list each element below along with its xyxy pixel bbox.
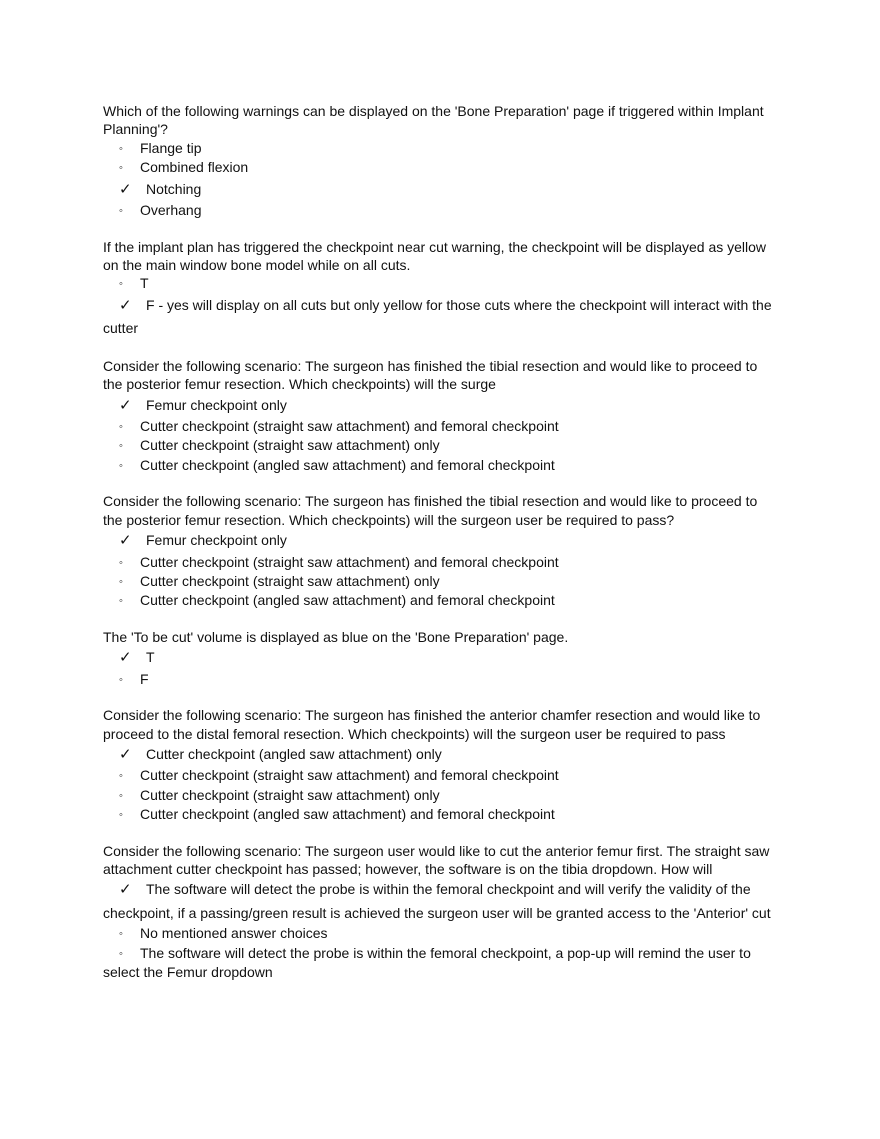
question-block (103, 102, 778, 221)
question-text: Consider the following scenario: The surgeon has finished the anterior chamfer resection and would like to proceed to the distal femoral resection. Which checkpoints) will the surgeon user be required to pass (103, 707, 761, 742)
answer-option (103, 572, 778, 591)
answer-option (103, 417, 778, 436)
question-text: Consider the following scenario: The surgeon has finished the tibial resection and would like to proceed to the posterior femur resection. Which checkpoints) will the surge (103, 357, 758, 393)
answer-option-correct (103, 878, 778, 924)
answer-text: Cutter checkpoint (angled saw attachment) only (146, 745, 442, 762)
question-block (103, 238, 778, 340)
answer-text: Femur checkpoint only (146, 532, 287, 549)
answer-text: F (140, 670, 149, 687)
answer-option-correct (103, 294, 778, 340)
bullet-icon: ◦ (119, 770, 123, 783)
answer-text: Cutter checkpoint (straight saw attachment) only (140, 573, 440, 589)
question-block (103, 357, 778, 476)
answer-text: Flange tip (140, 139, 202, 156)
answer-option (103, 139, 778, 158)
bullet-icon: ◦ (119, 789, 123, 802)
bullet-icon: ◦ (119, 595, 123, 608)
question-text: Consider the following scenario: The surgeon has finished the tibial resection and would like to proceed to the posterior femur resection. Which checkpoints) will the surgeon user be required to pass? (103, 493, 758, 528)
answer-text: Cutter checkpoint (angled saw attachment) and femoral checkpoint (140, 592, 555, 609)
check-icon: ✓ (119, 881, 132, 899)
answer-option (103, 553, 778, 572)
bullet-icon: ◦ (119, 205, 123, 218)
question-text: If the implant plan has triggered the checkpoint near cut warning, the checkpoint will be displayed as yellow on the main window bone model while on all cuts. (103, 238, 767, 273)
answer-option (103, 274, 778, 293)
question-block (103, 492, 778, 611)
bullet-icon: ◦ (119, 809, 123, 822)
answer-option (103, 456, 778, 475)
answer-text: Cutter checkpoint (straight saw attachment) and femoral checkpoint (140, 767, 559, 784)
bullet-icon: ◦ (119, 459, 123, 472)
answer-text: Cutter checkpoint (angled saw attachment) and femoral checkpoint (140, 456, 555, 473)
answer-option (103, 766, 778, 785)
check-icon: ✓ (119, 745, 132, 763)
answer-option (103, 591, 778, 610)
bullet-icon: ◦ (119, 556, 123, 569)
question-block (103, 628, 778, 689)
bullet-icon: ◦ (119, 928, 123, 941)
answer-option (103, 786, 778, 805)
bullet-icon: ◦ (119, 421, 123, 434)
answer-text: Cutter checkpoint (angled saw attachment) and femoral checkpoint (140, 806, 555, 823)
check-icon: ✓ (119, 180, 132, 198)
answer-option (103, 201, 778, 220)
answer-option (103, 944, 778, 982)
answer-text: Femur checkpoint only (146, 396, 287, 413)
answer-option-correct (103, 743, 778, 767)
answer-option-correct (103, 529, 778, 553)
check-icon: ✓ (119, 296, 132, 314)
answer-text: The software will detect the probe is within the femoral checkpoint, a pop-up will remind the user to select the Femur dropdown (103, 944, 751, 981)
question-text: Which of the following warnings can be displayed on the 'Bone Preparation' page if triggered within Implant Planning'? (103, 103, 764, 138)
answer-option-correct (103, 646, 778, 670)
bullet-icon: ◦ (119, 162, 123, 175)
answer-text: No mentioned answer choices (140, 925, 328, 942)
answer-option (103, 436, 778, 455)
answer-option (103, 805, 778, 824)
question-text: Consider the following scenario: The surgeon user would like to cut the anterior femur first. The straight saw attachment cutter checkpoint has passed; however, the software is on the tibia dropdown. How will (103, 842, 770, 878)
answer-text: The software will detect the probe is within the femoral checkpoint and will verify the validity of the checkpoint, if a passing/green result is achieved the surgeon user will be granted access to the 'Anterior' cut (103, 881, 771, 921)
answer-option (103, 924, 778, 943)
answer-option-correct (103, 178, 778, 202)
answer-text: Overhang (140, 202, 202, 219)
answer-text: Notching (146, 180, 202, 197)
answer-option (103, 158, 778, 177)
bullet-icon: ◦ (119, 673, 123, 686)
answer-text: F - yes will display on all cuts but only yellow for those cuts where the checkpoint will interact with the cutter (103, 296, 772, 337)
check-icon: ✓ (119, 532, 132, 550)
answer-option-correct (103, 394, 778, 418)
answer-text: Cutter checkpoint (straight saw attachment) only (140, 437, 440, 454)
answer-text: T (146, 649, 155, 666)
check-icon: ✓ (119, 649, 132, 667)
answer-text: Combined flexion (140, 159, 249, 176)
question-block (103, 706, 778, 825)
bullet-icon: ◦ (119, 947, 123, 960)
question-block (103, 842, 778, 982)
quiz-document (103, 102, 778, 999)
bullet-icon: ◦ (119, 440, 123, 453)
answer-text: Cutter checkpoint (straight saw attachment) and femoral checkpoint (140, 553, 559, 570)
check-icon: ✓ (119, 396, 132, 414)
bullet-icon: ◦ (119, 278, 123, 291)
answer-text: Cutter checkpoint (straight saw attachment) only (140, 786, 440, 803)
bullet-icon: ◦ (119, 576, 123, 588)
answer-text: T (140, 275, 149, 292)
answer-option (103, 670, 778, 689)
question-text: The 'To be cut' volume is displayed as blue on the 'Bone Preparation' page. (103, 628, 569, 645)
answer-text: Cutter checkpoint (straight saw attachment) and femoral checkpoint (140, 418, 559, 435)
bullet-icon: ◦ (119, 142, 123, 155)
